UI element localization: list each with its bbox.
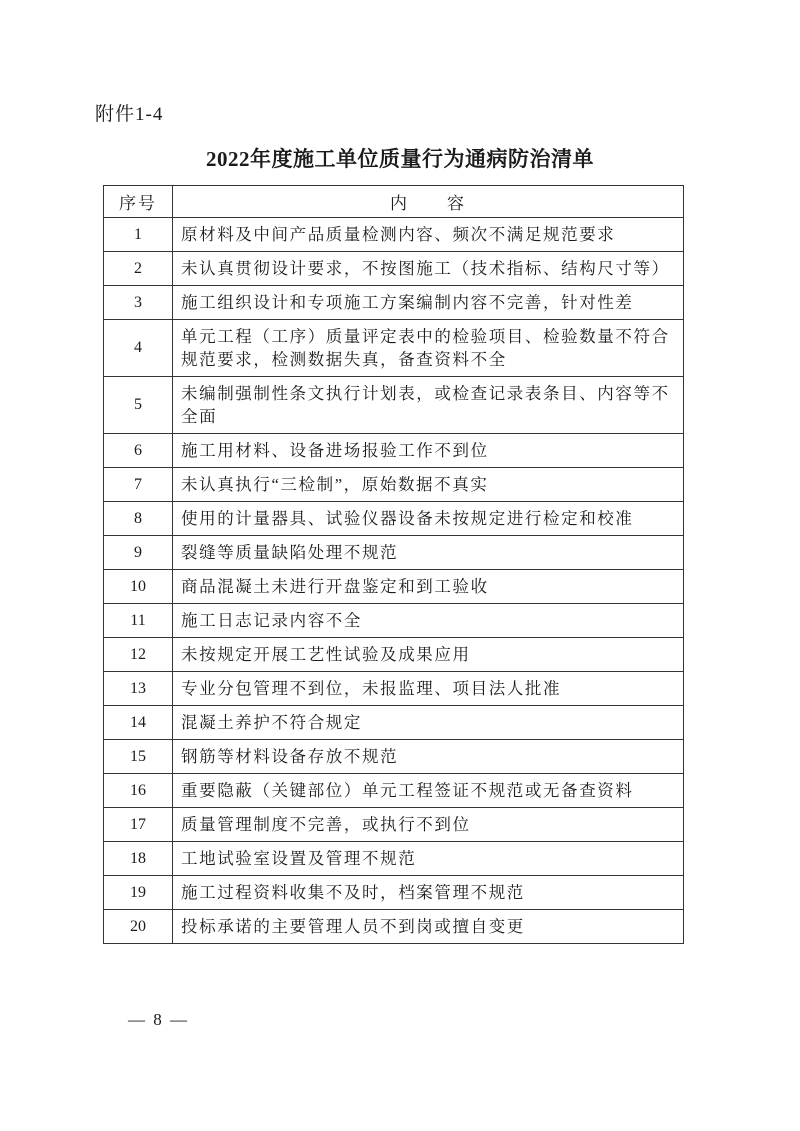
table-row — [104, 286, 684, 320]
table-row — [104, 434, 684, 468]
row-serial-number: 13 — [104, 672, 173, 706]
row-serial-number: 1 — [104, 218, 173, 252]
row-content: 工地试验室设置及管理不规范 — [173, 842, 684, 876]
row-content: 单元工程（工序）质量评定表中的检验项目、检验数量不符合规范要求，检测数据失真，备查资料不全 — [173, 320, 684, 377]
attachment-label: 附件1-4 — [95, 104, 164, 125]
table-row — [104, 468, 684, 502]
table-body — [104, 218, 684, 944]
table-row — [104, 672, 684, 706]
table-row — [104, 252, 684, 286]
column-header-content: 内 容 — [173, 186, 684, 218]
row-content: 未按规定开展工艺性试验及成果应用 — [173, 638, 684, 672]
row-content: 施工用材料、设备进场报验工作不到位 — [173, 434, 684, 468]
row-content: 原材料及中间产品质量检测内容、频次不满足规范要求 — [173, 218, 684, 252]
table-row — [104, 808, 684, 842]
row-content: 施工日志记录内容不全 — [173, 604, 684, 638]
table-row — [104, 502, 684, 536]
row-serial-number: 16 — [104, 774, 173, 808]
row-content: 专业分包管理不到位，未报监理、项目法人批准 — [173, 672, 684, 706]
row-serial-number: 2 — [104, 252, 173, 286]
row-serial-number: 11 — [104, 604, 173, 638]
row-content: 投标承诺的主要管理人员不到岗或擅自变更 — [173, 910, 684, 944]
table-row — [104, 604, 684, 638]
table-row — [104, 876, 684, 910]
row-content: 钢筋等材料设备存放不规范 — [173, 740, 684, 774]
table-row — [104, 774, 684, 808]
row-content: 使用的计量器具、试验仪器设备未按规定进行检定和校准 — [173, 502, 684, 536]
table-row — [104, 910, 684, 944]
row-serial-number: 14 — [104, 706, 173, 740]
row-serial-number: 15 — [104, 740, 173, 774]
row-serial-number: 19 — [104, 876, 173, 910]
table-row — [104, 638, 684, 672]
table-row — [104, 842, 684, 876]
table-row — [104, 320, 684, 377]
row-serial-number: 7 — [104, 468, 173, 502]
table-header-row — [104, 186, 684, 218]
table-row — [104, 740, 684, 774]
row-content: 未认真执行“三检制”，原始数据不真实 — [173, 468, 684, 502]
defect-list-table — [103, 185, 684, 944]
row-content: 未认真贯彻设计要求，不按图施工（技术指标、结构尺寸等） — [173, 252, 684, 286]
row-serial-number: 5 — [104, 377, 173, 434]
table-header — [104, 186, 684, 218]
row-serial-number: 10 — [104, 570, 173, 604]
row-serial-number: 9 — [104, 536, 173, 570]
row-content: 施工过程资料收集不及时，档案管理不规范 — [173, 876, 684, 910]
row-serial-number: 17 — [104, 808, 173, 842]
row-content: 质量管理制度不完善，或执行不到位 — [173, 808, 684, 842]
table-row — [104, 570, 684, 604]
row-serial-number: 18 — [104, 842, 173, 876]
row-serial-number: 6 — [104, 434, 173, 468]
page-title: 2022年度施工单位质量行为通病防治清单 — [206, 147, 594, 171]
row-content: 裂缝等质量缺陷处理不规范 — [173, 536, 684, 570]
row-serial-number: 8 — [104, 502, 173, 536]
table-row — [104, 218, 684, 252]
row-content: 重要隐蔽（关键部位）单元工程签证不规范或无备查资料 — [173, 774, 684, 808]
row-content: 混凝土养护不符合规定 — [173, 706, 684, 740]
row-serial-number: 20 — [104, 910, 173, 944]
page-number: — 8 — — [128, 1010, 189, 1029]
table-row — [104, 706, 684, 740]
table-row — [104, 536, 684, 570]
row-serial-number: 3 — [104, 286, 173, 320]
row-content: 商品混凝土未进行开盘鉴定和到工验收 — [173, 570, 684, 604]
row-serial-number: 4 — [104, 320, 173, 377]
column-header-serial-number: 序号 — [104, 186, 173, 218]
row-content: 未编制强制性条文执行计划表，或检查记录表条目、内容等不全面 — [173, 377, 684, 434]
row-serial-number: 12 — [104, 638, 173, 672]
table-row — [104, 377, 684, 434]
row-content: 施工组织设计和专项施工方案编制内容不完善，针对性差 — [173, 286, 684, 320]
